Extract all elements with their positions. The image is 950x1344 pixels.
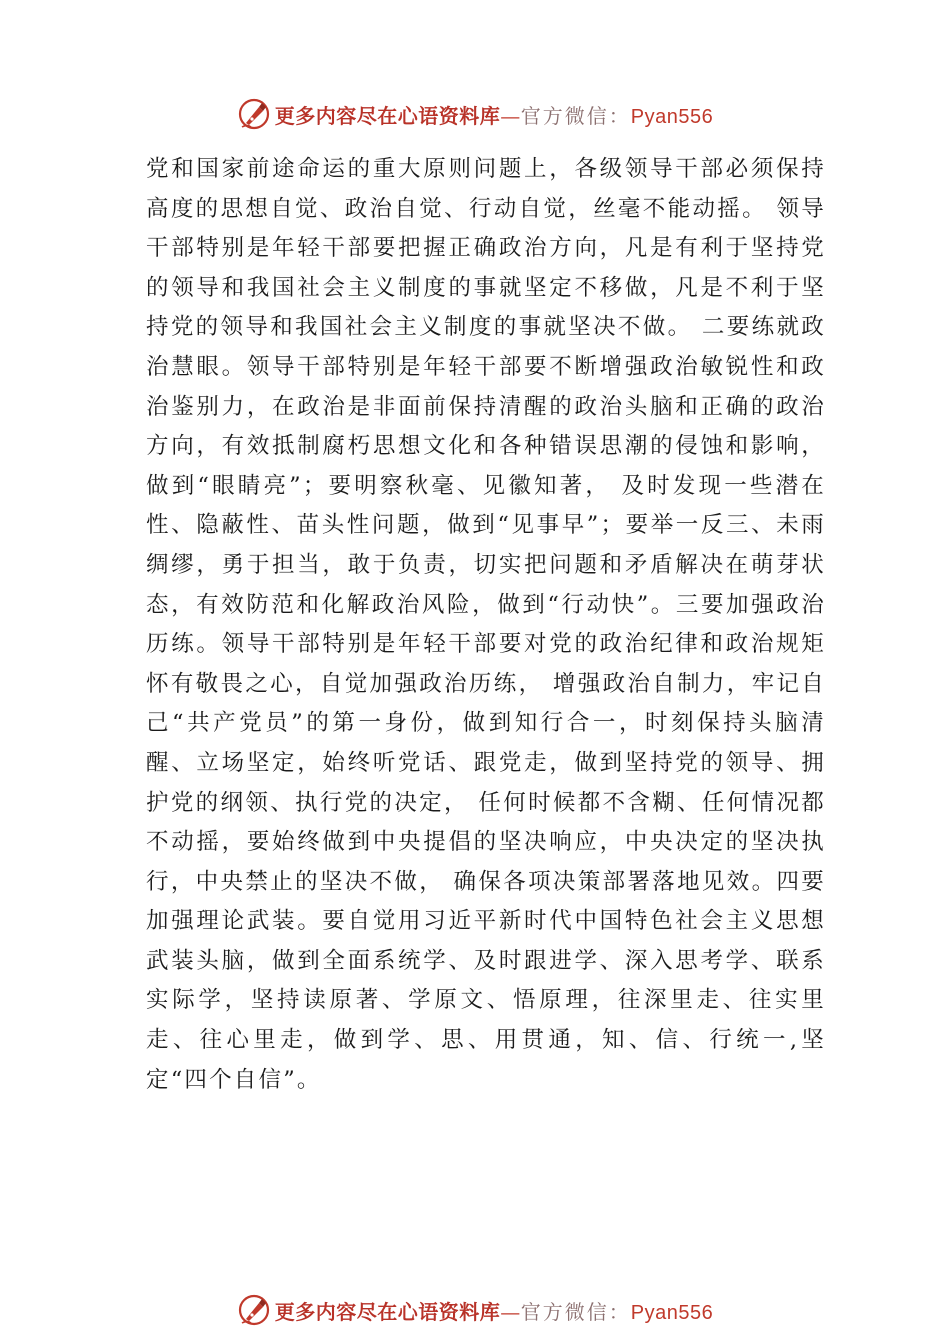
header-brand: 更多内容尽在心语资料库 <box>274 103 501 128</box>
header-wechat-id: Pyan556 <box>630 105 714 128</box>
pen-nib-logo-icon <box>237 97 271 131</box>
footer-banner <box>0 1290 950 1330</box>
footer-dash: — <box>500 1299 521 1324</box>
footer-wechat-label: 官方微信： <box>520 1299 631 1324</box>
header-text <box>275 100 713 129</box>
header-dash: — <box>500 103 521 128</box>
document-paragraph: 党和国家前途命运的重大原则问题上，各级领导干部必须保持高度的思想自觉、政治自觉、行动自觉，丝毫不能动摇。 领导干部特别是年轻干部要把握正确政治方向，凡是有利于坚持党的领导和我国社会主义制度的事就坚定不移做，凡是不利于坚持党的领导和我国社会主义制度的事就坚决不做。 二要练就政治慧眼。领导干部特别是年轻干部要不断增强政治敏锐性和政治鉴别力，在政治是非面前保持清醒的政治头脑和正确的政治方向，有效抵制腐朽思想文化和各种错误思潮的侵蚀和影响，做到“眼睛亮”；要明察秋毫、见徽知著， 及时发现一些潜在性、隐蔽性、苗头性问题，做到“见事早”；要举一反三、未雨绸缪，勇于担当，敢于负责，切实把问题和矛盾解决在萌芽状态，有效防范和化解政治风险，做到“行动快”。三要加强政治历练。领导干部特别是年轻干部要对党的政治纪律和政治规矩怀有敬畏之心，自觉加强政治历练， 增强政治自制力，牢记自己“共产党员”的第一身份，做到知行合一，时刻保持头脑清醒、立场坚定，始终听党话、跟党走，做到坚持党的领导、拥护党的纲领、执行党的决定， 任何时候都不含糊、任何情况都不动摇，要始终做到中央提倡的坚决响应，中央决定的坚决执行，中央禁止的坚决不做， 确保各项决策部署落地见效。四要加强理论武装。要自觉用习近平新时代中国特色社会主义思想武装头脑，做到全面系统学、及时跟进学、深入思考学、联系实际学，坚持读原著、学原文、悟原理，往深里走、往实里走、往心里走，做到学、思、用贯通，知、信、行统一,坚定“四个自信”。 <box>146 156 826 1093</box>
footer-brand: 更多内容尽在心语资料库 <box>274 1299 501 1324</box>
header-banner <box>0 94 950 134</box>
footer-text <box>275 1296 713 1325</box>
header-wechat-label: 官方微信： <box>520 103 631 128</box>
pen-nib-logo-icon <box>237 1293 271 1327</box>
footer-wechat-id: Pyan556 <box>630 1301 714 1324</box>
